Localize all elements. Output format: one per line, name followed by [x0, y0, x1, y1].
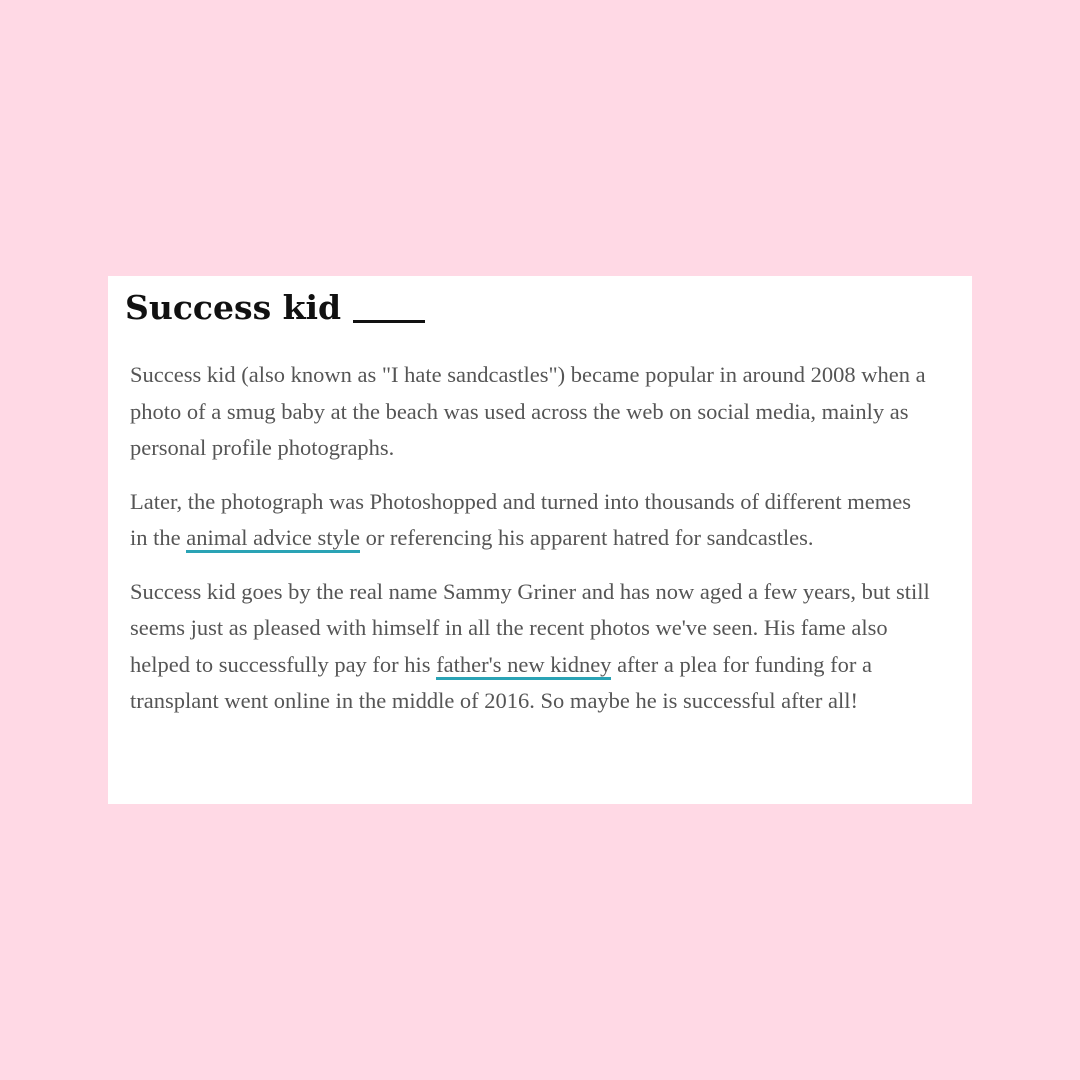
- article-title: Success kid: [125, 288, 342, 327]
- paragraph-3-text-before: Success kid goes by the real name Sammy Griner and has now aged a few years, but still seems just as pleased with himself in all the recent photos we've seen. His fame also helped to successfully pay for his: [130, 578, 930, 677]
- article-title-heading: [125, 286, 425, 330]
- paragraph-1: [130, 357, 930, 467]
- article-card: [108, 276, 972, 804]
- article-body: [130, 357, 930, 720]
- paragraph-3-text-after: after a plea for funding for a transplant went online in the middle of 2016. So maybe he is successful after all!: [130, 651, 872, 713]
- paragraph-2: [130, 484, 930, 557]
- paragraph-2-text-after: or referencing his apparent hatred for sandcastles.: [359, 525, 814, 550]
- paragraph-1-text: Success kid (also known as "I hate sandcastles") became popular in around 2008 when a photo of a smug baby at the beach was used across the web on social media, mainly as personal profile photographs.: [130, 362, 926, 460]
- title-underline-rule: [353, 320, 425, 323]
- animal-advice-style-link[interactable]: animal advice style: [186, 525, 360, 553]
- paragraph-3: [130, 574, 930, 720]
- paragraph-2-text-before: Later, the photograph was Photoshopped and turned into thousands of different memes in the: [130, 488, 912, 550]
- fathers-new-kidney-link[interactable]: father's new kidney: [436, 652, 611, 680]
